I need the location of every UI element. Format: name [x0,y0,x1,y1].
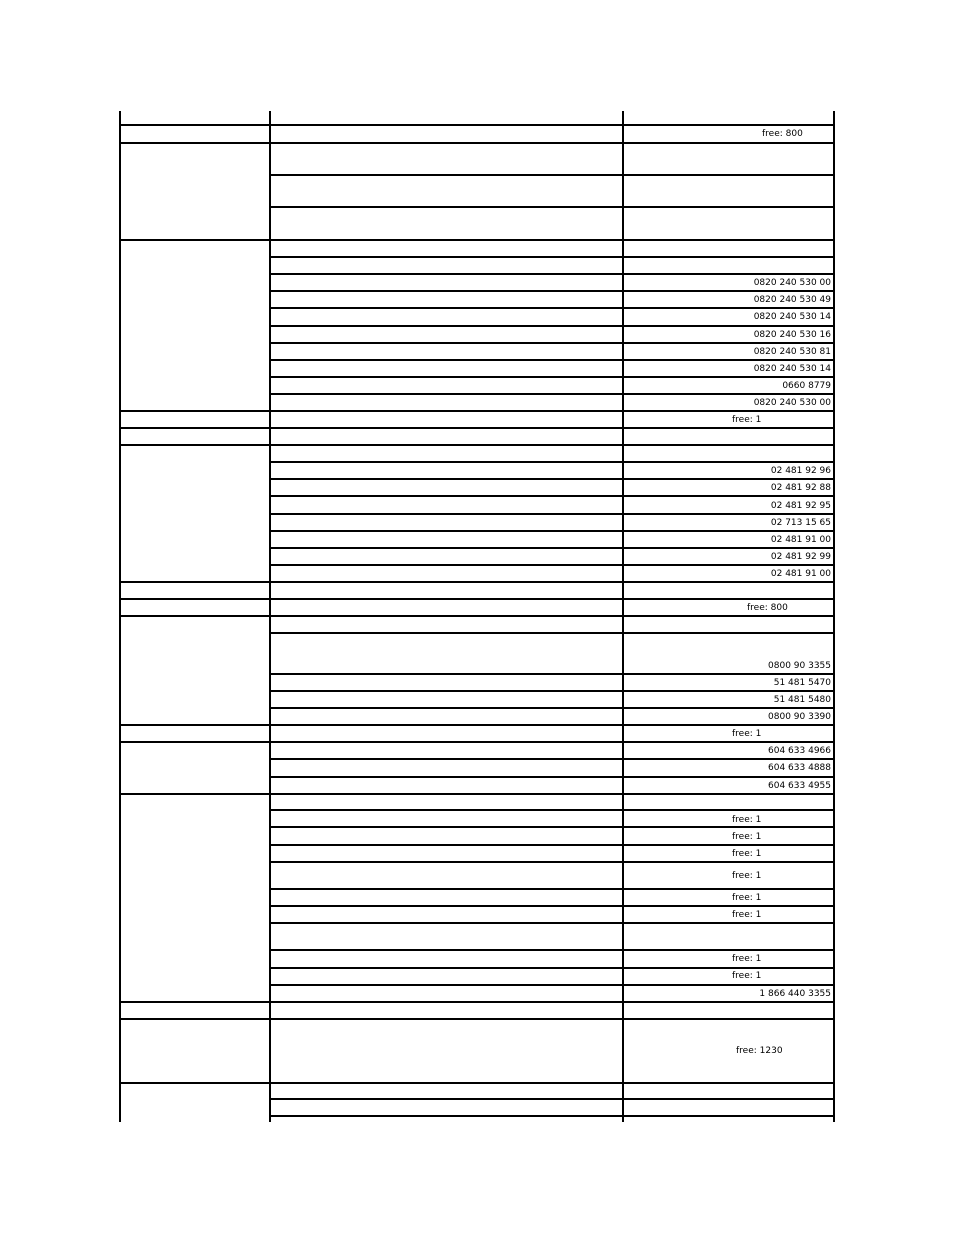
row-divider [119,427,835,429]
row-divider [119,615,835,617]
row-divider [269,809,835,811]
phone-number: 02 481 91 00 [770,535,831,545]
phone-number: 0820 240 530 81 [753,347,831,357]
phone-number: 1 866 440 3355 [759,989,831,999]
row-divider [269,844,835,846]
row-divider [269,888,835,890]
row-divider [269,776,835,778]
row-divider [269,905,835,907]
row-divider [269,495,835,497]
row-divider [269,174,835,176]
row-divider [119,1082,835,1084]
toll-free-number: free: 1230 [736,1046,783,1056]
row-divider [119,581,835,583]
row-divider [269,758,835,760]
row-divider [269,922,835,924]
row-divider [269,984,835,986]
phone-number: 02 481 92 99 [770,552,831,562]
row-divider [269,359,835,361]
toll-free-number: free: 1 [732,971,762,981]
row-divider [269,342,835,344]
phone-number: 51 481 5470 [773,678,831,688]
row-divider [119,444,835,446]
row-divider [269,307,835,309]
row-divider [269,673,835,675]
phone-number: 0820 240 530 14 [753,312,831,322]
row-divider [269,273,835,275]
toll-free-number: free: 1 [732,954,762,964]
phone-number: 51 481 5480 [773,695,831,705]
row-divider [269,967,835,969]
row-divider [269,1098,835,1100]
toll-free-number: free: 1 [732,815,762,825]
phone-number: 0800 90 3355 [768,661,831,671]
toll-free-number: free: 1 [732,849,762,859]
phone-number: 0820 240 530 14 [753,364,831,374]
row-divider [269,707,835,709]
row-divider [269,478,835,480]
row-divider [119,1001,835,1003]
toll-free-number: free: 800 [762,129,803,139]
row-divider [269,256,835,258]
row-divider [119,1018,835,1020]
toll-free-number: free: 1 [732,832,762,842]
row-divider [269,690,835,692]
row-divider [119,793,835,795]
row-divider [269,325,835,327]
row-divider [119,410,835,412]
phone-number: 604 633 4888 [768,763,831,773]
toll-free-number: free: 1 [732,893,762,903]
phone-number: 604 633 4966 [768,746,831,756]
row-divider [269,861,835,863]
row-divider [119,724,835,726]
row-divider [119,598,835,600]
row-divider [269,513,835,515]
phone-number: 0660 8779 [782,381,831,391]
row-divider [119,239,835,241]
toll-free-number: free: 1 [732,415,762,425]
phone-number: 0820 240 530 49 [753,295,831,305]
toll-free-number: free: 800 [747,603,788,613]
row-divider [269,564,835,566]
row-divider [269,461,835,463]
row-divider [269,826,835,828]
phone-number: 0820 240 530 16 [753,330,831,340]
row-divider [269,632,835,634]
phone-number: 02 481 92 88 [770,483,831,493]
toll-free-number: free: 1 [732,871,762,881]
row-divider [119,741,835,743]
phone-number: 02 481 91 00 [770,569,831,579]
row-divider [269,949,835,951]
phone-number: 0820 240 530 00 [753,278,831,288]
phone-number: 02 713 15 65 [770,518,831,528]
phone-number: 0800 90 3390 [768,712,831,722]
toll-free-number: free: 1 [732,910,762,920]
phone-number: 604 633 4955 [768,781,831,791]
row-divider [269,547,835,549]
row-divider [269,206,835,208]
row-divider [269,290,835,292]
row-divider [269,376,835,378]
phone-number: 02 481 92 96 [770,466,831,476]
row-divider [119,124,835,126]
phone-number: 02 481 92 95 [770,501,831,511]
toll-free-number: free: 1 [732,729,762,739]
row-divider [269,1115,835,1117]
row-divider [269,530,835,532]
row-divider [269,393,835,395]
phone-number: 0820 240 530 00 [753,398,831,408]
row-divider [119,142,835,144]
